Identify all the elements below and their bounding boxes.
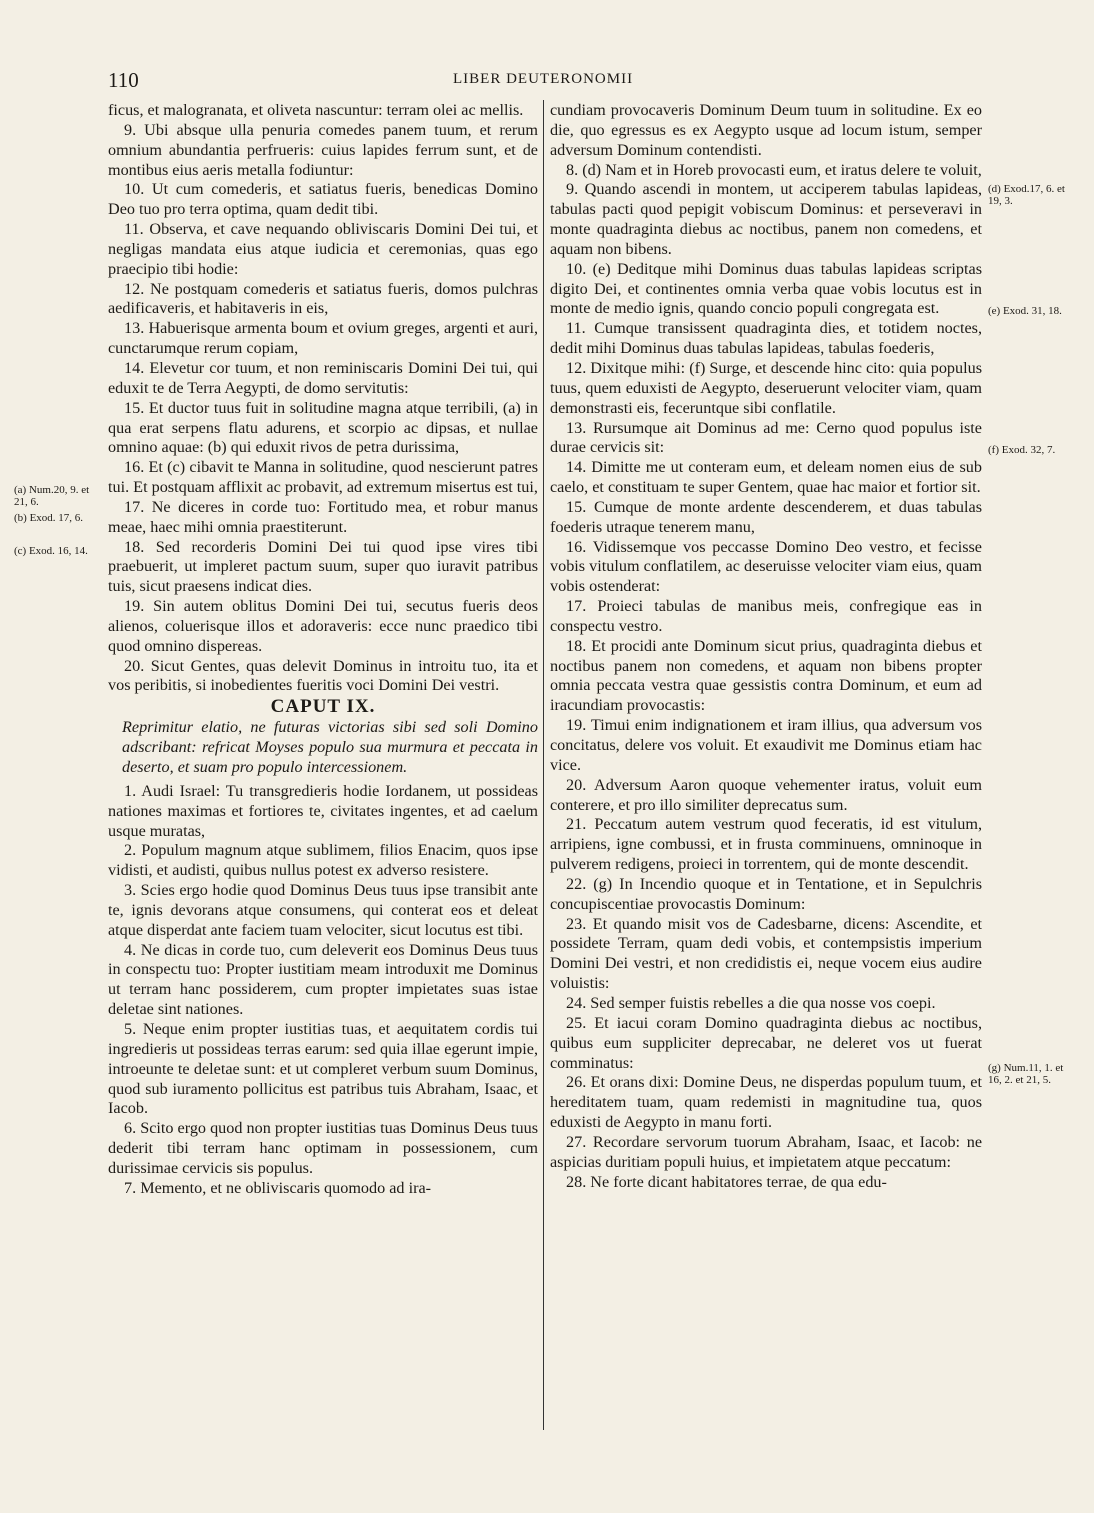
margin-note-d: (d) Exod.17, 6. et 19, 3.: [988, 183, 1065, 207]
verse: 19. Timui enim indignationem et iram illius, qua adversum vos concitatus, delere vos voluit. Et exaudivit me Dominus etiam hac vice.: [550, 716, 982, 774]
verse: 14. Dimitte me ut conteram eum, et deleam nomen eius de sub caelo, et constituam te super Gentem, quae hac maior et fortior sit.: [550, 458, 982, 497]
right-column: [550, 101, 982, 1192]
running-title: LIBER DEUTERONOMII: [453, 71, 634, 87]
verse: 9. Ubi absque ulla penuria comedes panem tuum, et rerum omnium abundantia perfrueris: cuius lapides ferrum sunt, et de montibus eius aeris metalla fodiuntur:: [108, 120, 538, 179]
verse: 14. Elevetur cor tuum, et non reminiscaris Domini Dei tui, qui eduxit te de Terra Aegypti, de domo servitutis:: [108, 358, 538, 397]
verse: 2. Populum magnum atque sublimem, filios Enacim, quos ipse vidisti, et audisti, quibus nullus potest ex adverso resistere.: [108, 841, 538, 880]
verse: 12. Dixitque mihi: (f) Surge, et descende hinc cito: quia populus tuus, quem eduxisti de Aegypto, deseruerunt velociter viam, quam demonstrasti eis, feceruntque sibi conflatile.: [550, 358, 982, 417]
verse: 16. Et (c) cibavit te Manna in solitudine, quod nescierunt patres tui. Et postquam afflixit ac probavit, ad extremum misertus est tui,: [108, 458, 538, 497]
verse: 8. (d) Nam et in Horeb provocasti eum, et iratus delere te voluit,: [566, 160, 982, 179]
page-header: [108, 68, 634, 94]
verse: 16. Vidissemque vos peccasse Domino Deo vestro, et fecisse vobis vitulum conflatilem, ac deseruisse velociter viam eius, quam vobis ostenderat:: [550, 537, 982, 596]
verse: 1. Audi Israel: Tu transgredieris hodie Iordanem, ut possideas nationes maximas et fortiores te, civitates ingentes, et ad caelum usque muratas,: [108, 781, 538, 840]
verse: 27. Recordare servorum tuorum Abraham, Isaac, et Iacob: ne aspicias duritiam populi huius, et impietatem atque peccatum:: [550, 1132, 982, 1171]
verse: 28. Ne forte dicant habitatores terrae, de qua edu-: [566, 1172, 887, 1191]
margin-note-b: (b) Exod. 17, 6.: [14, 512, 84, 524]
verse: ficus, et malogranata, et oliveta nascuntur: terram olei ac mellis.: [108, 101, 524, 119]
verse: 25. Et iacui coram Domino quadraginta diebus ac noctibus, quibus eum suppliciter deprecabar, ne deleret vos ut fuerat comminatus:: [550, 1013, 982, 1072]
verse: 23. Et quando misit vos de Cadesbarne, dicens: Ascendite, et possidete Terram, quam dedi vobis, et contempsistis imperium Domini Dei vestri, et non credidistis ei, neque vocem eius audire voluistis:: [550, 914, 982, 993]
verse: 12. Ne postquam comederis et satiatus fueris, domos pulchras aedificaveris, et habitaveris in eis,: [108, 279, 538, 318]
margin-note-e: (e) Exod. 31, 18.: [988, 305, 1062, 317]
verse: 6. Scito ergo quod non propter iustitias tuas Dominus Deus tuus dederit tibi terram hanc optimam in possessionem, cum durissimae cervicis sis populus.: [108, 1119, 538, 1177]
margin-note-a: (a) Num.20, 9. et 21, 6.: [14, 484, 90, 508]
verse: 24. Sed semper fuistis rebelles a die qua nosse vos coepi.: [566, 993, 936, 1012]
verse: 10. Ut cum comederis, et satiatus fueris, benedicas Domino Deo tuo pro terra optima, quam dedit tibi.: [108, 180, 538, 219]
verse: 15. Cumque de monte ardente descenderem, et duas tabulas foederis utraque tenerem manu,: [550, 497, 982, 536]
verse: 9. Quando ascendi in montem, ut acciperem tabulas lapideas, tabulas pacti quod pepigit vobiscum Dominus: et perseveravi in monte quadraginta diebus ac noctibus, panem non comedens, et aquam non bibens.: [550, 180, 982, 258]
verse: 13. Habuerisque armenta boum et ovium greges, argenti et auri, cunctarumque rerum copiam,: [108, 319, 538, 358]
chapter-title: CAPUT IX.: [270, 696, 376, 718]
verse: 22. (g) In Incendio quoque et in Tentatione, et in Sepulchris concupiscentiae provocastis Dominum:: [550, 874, 982, 913]
verse: 4. Ne dicas in corde tuo, cum deleverit eos Dominus Deus tuus in conspectu tuo: Propter iustitiam meam introduxit me Dominus ut terram hanc possiderem, cum propter impietates suas istae deletae sint nationes.: [108, 940, 538, 1019]
verse: 17. Ne diceres in corde tuo: Fortitudo mea, et robur manus meae, haec mihi omnia praestiterunt.: [108, 497, 538, 536]
verse: 20. Sicut Gentes, quas delevit Dominus in introitu tuo, ita et vos peribitis, si inobedientes fueritis voci Domini Dei vestri.: [108, 656, 538, 695]
verse: 3. Scies ergo hodie quod Dominus Deus tuus ipse transibit ante te, ignis devorans atque consumens, qui conterat eos et deleat atque disperdat ante faciem tuam velociter, sicut locutus est tibi.: [108, 881, 538, 939]
column-divider: [543, 100, 544, 1430]
verse: 7. Memento, et ne obliviscaris quomodo ad ira-: [124, 1178, 432, 1197]
verse: 18. Sed recorderis Domini Dei tui quod ipse vires tibi praebuerit, ut impleret pactum suum, super quo iuravit patribus tuis, sicut praesens indicat dies.: [108, 537, 538, 596]
verse: 15. Et ductor tuus fuit in solitudine magna atque terribili, (a) in qua erat serpens flatu adurens, et scorpio ac dipsas, et nullae omnino aquae: (b) qui eduxit rivos de petra durissima,: [108, 398, 538, 457]
verse: 26. Et orans dixi: Domine Deus, ne disperdas populum tuum, et hereditatem tuam, quam redemisti in magnitudine tua, quos eduxisti de Aegypto in manu forti.: [550, 1073, 982, 1132]
verse: 21. Peccatum autem vestrum quod feceratis, id est vitulum, arripiens, igne combussi, et in frusta comminuens, omninoque in pulverem redigens, proieci in torrentem, qui de monte descendit.: [550, 815, 982, 874]
verse: 11. Observa, et cave nequando obliviscaris Domini Dei tui, et negligas mandata eius atque iudicia et ceremonias, quas ego praecipio tibi hodie:: [108, 220, 538, 278]
verse: 18. Et procidi ante Dominum sicut prius, quadraginta diebus et noctibus panem non comedens, et aquam non bibens propter omnia peccata vestra quae gessistis contra Dominum, et eum ad iracundiam provocastis:: [550, 636, 982, 715]
page-number: 110: [108, 68, 139, 92]
margin-note-c: (c) Exod. 16, 14.: [14, 545, 88, 557]
verse: cundiam provocaveris Dominum Deum tuum in solitudine. Ex eo die, quo egressus es ex Aegypto usque ad locum istum, semper adversum Dominum contendisti.: [550, 101, 982, 159]
verse: 10. (e) Deditque mihi Dominus duas tabulas lapideas scriptas digito Dei, et continentes omnia verba quae vobis locutus est in monte de medio ignis, quando concio populi congregata est.: [550, 259, 982, 318]
verse: 5. Neque enim propter iustitias tuas, et aequitatem cordis tui ingredieris ut possideas terras earum: sed quia illae egerunt impie, introeunte te deletae sunt: et ut compleret verbum suum Dominus, quod sub iuramento pollicitus est patribus tuis Abraham, Isaac, et Iacob.: [108, 1019, 538, 1118]
verse: 19. Sin autem oblitus Domini Dei tui, secutus fueris deos alienos, coluerisque illos et adoraveris: ecce nunc praedico tibi quod omnino dispereas.: [108, 597, 538, 655]
verse: 20. Adversum Aaron quoque vehementer iratus, voluit eum conterere, et pro illo similiter deprecatus sum.: [550, 775, 982, 814]
verse: 11. Cumque transissent quadraginta dies, et totidem noctes, dedit mihi Dominus duas tabulas lapideas, tabulas foederis,: [550, 319, 982, 358]
verse: 17. Proieci tabulas de manibus meis, confregique eas in conspectu vestro.: [550, 597, 982, 635]
margin-note-g: (g) Num.11, 1. et 16, 2. et 21, 5.: [988, 1062, 1064, 1086]
chapter-summary: Reprimitur elatio, ne futuras victorias sibi sed soli Domino adscribant: refricat Moyses populo sua murmura et peccata in deserto, et suam pro populo intercessionem.: [122, 718, 538, 776]
verse: 13. Rursumque ait Dominus ad me: Cerno quod populus iste durae cervicis sit:: [550, 418, 982, 457]
margin-note-f: (f) Exod. 32, 7.: [988, 444, 1056, 456]
left-column: [108, 101, 538, 1199]
